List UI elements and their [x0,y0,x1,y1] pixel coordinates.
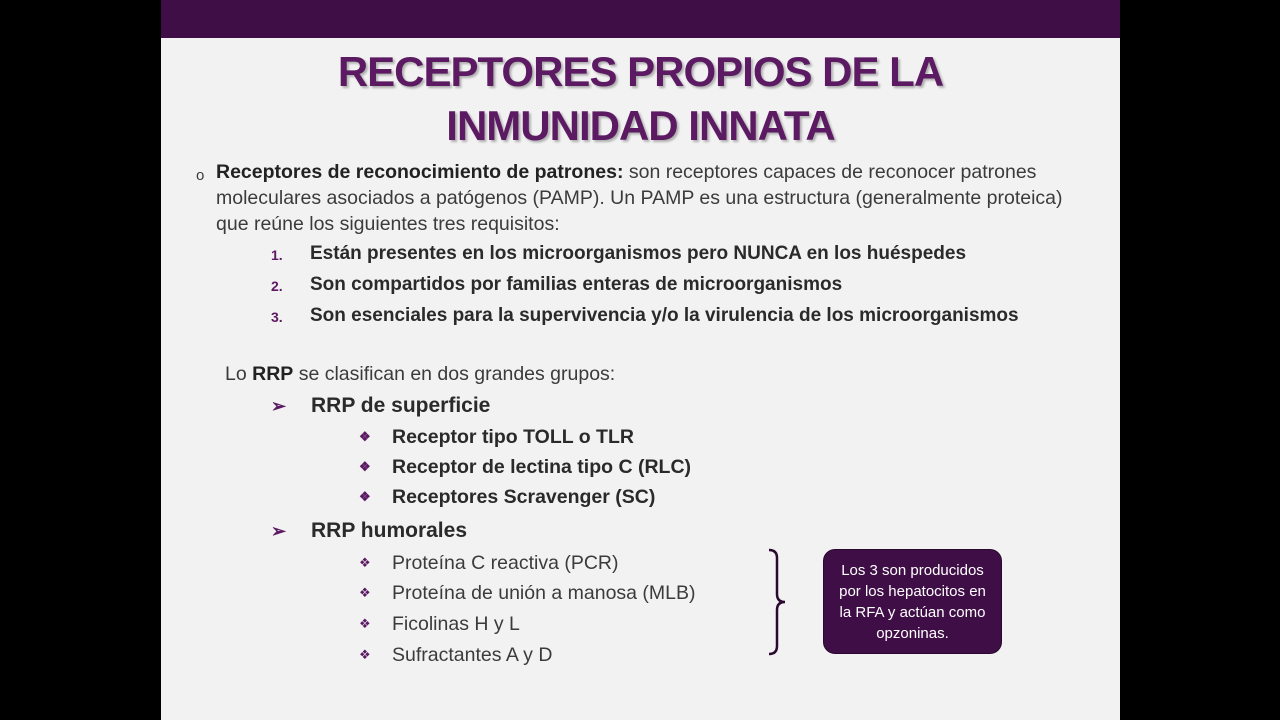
diamond-bullet-icon: ❖ [359,616,371,631]
diamond-bullet-icon: ❖ [359,489,371,504]
list-item [359,484,655,510]
list-item-text: Receptor de lectina tipo C (RLC) [392,456,692,478]
list-item [359,550,619,576]
slide-title [161,45,1120,153]
intro-paragraph [196,159,1096,237]
group-superficie-heading [271,392,490,420]
intro-text: son receptores capaces de reconocer patrones moleculares asociados a patógenos (PAMP). Un PAMP es una estructura (generalmente proteica) que reúne los siguientes tres requisitos: [216,161,1063,235]
list-item [359,424,634,450]
slide [161,0,1120,720]
list-item-text: Receptores Scravenger (SC) [392,486,656,508]
diamond-bullet-icon: ❖ [359,585,371,600]
title-line-2: INMUNIDAD INNATA [446,102,835,149]
list-item [271,241,1071,267]
arrow-bullet-icon: ➢ [271,396,287,416]
list-number: 1. [271,247,283,263]
clasificacion-line [225,361,615,387]
list-item [359,580,696,606]
list-item-text: Son esenciales para la supervivencia y/o la virulencia de los microorganismos [310,305,1019,326]
diamond-bullet-icon: ❖ [359,647,371,662]
note-text: Los 3 son producidos por los hepatocitos en la RFA y actúan como opzoninas. [839,561,986,642]
list-item-text: Son compartidos por familias enteras de microorganismos [310,274,843,295]
clasificacion-term: RRP [252,363,294,385]
list-item-text: Proteína de unión a manosa (MLB) [392,582,696,604]
diamond-bullet-icon: ❖ [359,459,371,474]
list-item [271,303,1071,329]
list-item-text: Están presentes en los microorganismos pero NUNCA en los huéspedes [310,243,967,264]
slide-top-bar [161,0,1120,38]
list-item-text: Ficolinas H y L [392,613,520,635]
group-label: RRP humorales [311,519,467,542]
list-item [359,642,552,668]
list-number: 3. [271,309,283,325]
requisitos-list [271,241,1071,334]
list-item [359,454,691,480]
list-item [271,272,1071,298]
list-item-text: Sufractantes A y D [392,644,553,666]
arrow-bullet-icon: ➢ [271,521,287,541]
diamond-bullet-icon: ❖ [359,555,371,570]
list-item-text: Receptor tipo TOLL o TLR [392,426,634,448]
note-box [823,549,1002,654]
diamond-bullet-icon: ❖ [359,429,371,444]
list-item-text: Proteína C reactiva (PCR) [392,552,619,574]
group-label: RRP de superficie [311,394,491,417]
intro-term: Receptores de reconocimiento de patrones: [216,161,624,183]
list-number: 2. [271,278,283,294]
circle-bullet-icon: o [196,167,205,184]
clasificacion-prefix: Lo [225,363,253,385]
title-line-1: RECEPTORES PROPIOS DE LA [337,48,944,95]
right-brace-icon [765,548,789,656]
clasificacion-suffix: se clasifican en dos grandes grupos: [293,363,616,385]
group-humorales-heading [271,517,467,545]
list-item [359,611,520,637]
